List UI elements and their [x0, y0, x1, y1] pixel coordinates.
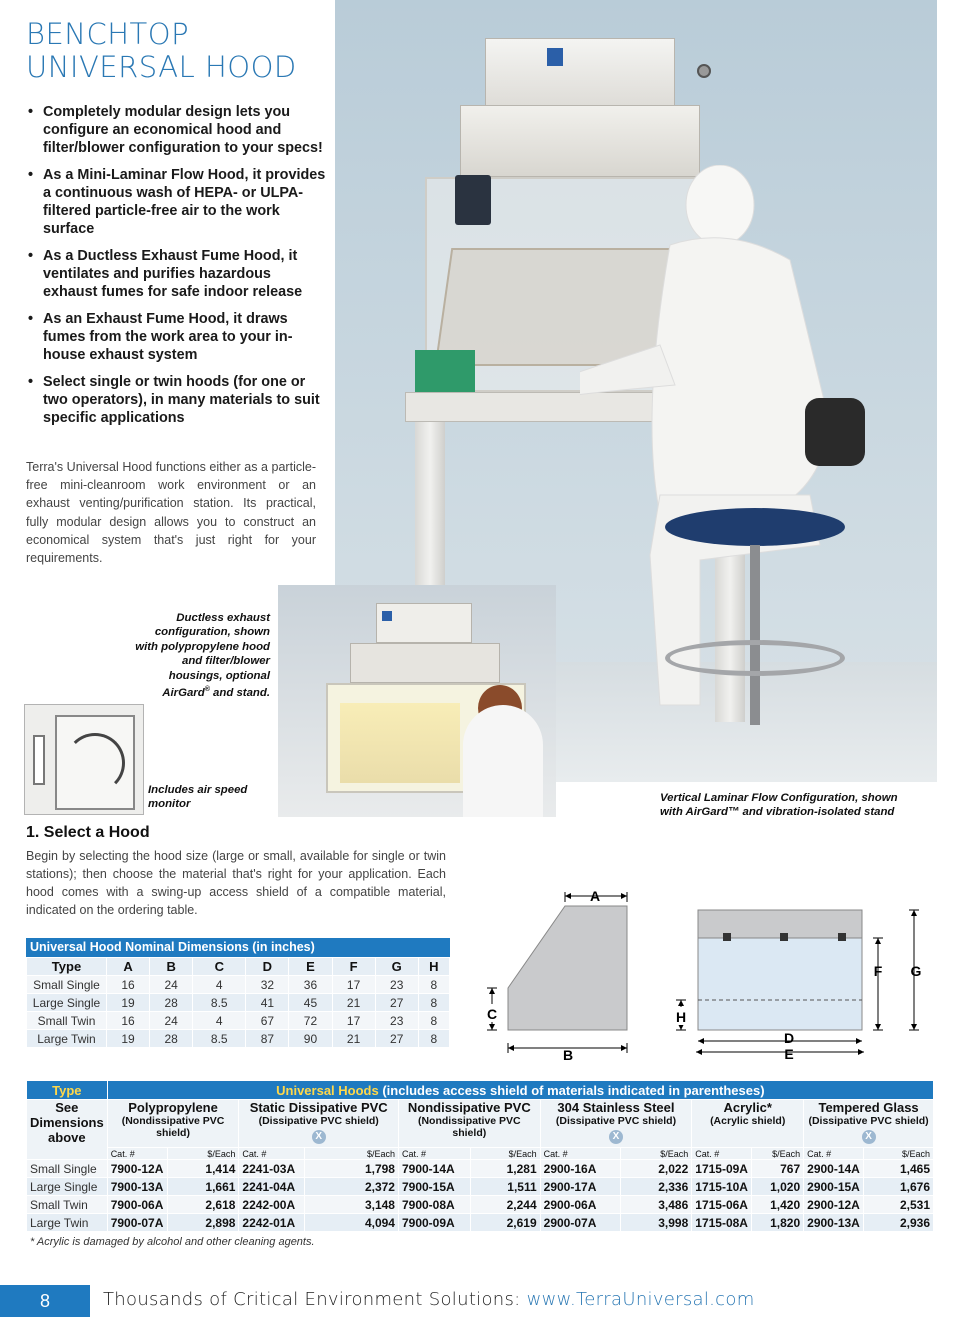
- feature-list: [26, 103, 326, 436]
- table-cell: 4: [193, 1012, 246, 1030]
- col-header: G: [375, 958, 418, 976]
- cat-number: 2242-00A: [239, 1196, 305, 1214]
- material-stainless-steel: [540, 1100, 692, 1148]
- price-label: $/Each: [470, 1148, 540, 1160]
- cat-number: 2900-13A: [804, 1214, 864, 1232]
- dimensions-table-caption: Universal Hood Nominal Dimensions (in inches): [26, 938, 450, 957]
- table-cell: 17: [332, 1012, 375, 1030]
- cat-number: 7900-08A: [398, 1196, 470, 1214]
- table-cell: 32: [246, 976, 289, 994]
- ordering-title-row: [27, 1081, 934, 1100]
- cat-number: 2242-01A: [239, 1214, 305, 1232]
- cat-price-header-row: [27, 1148, 934, 1160]
- light-fixture-icon: [838, 933, 846, 941]
- table-row: [27, 994, 450, 1012]
- feature-item: • As a Mini-Laminar Flow Hood, it provides a continuous wash of HEPA- or ULPA-filtered particle-free air to the work surface: [26, 166, 326, 238]
- section-heading: 1. Select a Hood: [26, 824, 150, 841]
- col-header: Type: [27, 958, 107, 976]
- table-cell: 19: [107, 994, 150, 1012]
- blower-housing: [485, 38, 675, 108]
- dim-label-f: F: [873, 963, 883, 979]
- dim-label-c: C: [486, 1006, 498, 1022]
- price: 1,281: [470, 1160, 540, 1178]
- cat-number: 2900-12A: [804, 1196, 864, 1214]
- side-profile-diagram: [475, 880, 645, 1065]
- cat-number: 2900-15A: [804, 1178, 864, 1196]
- table-row: [27, 1030, 450, 1048]
- cat-label: Cat. #: [107, 1148, 167, 1160]
- table-row: [27, 1160, 934, 1178]
- table-cell: Small Twin: [27, 1012, 107, 1030]
- dimensions-table: [26, 938, 450, 1048]
- stool-seat: [665, 508, 845, 546]
- table-cell: 21: [332, 994, 375, 1012]
- row-type: Large Twin: [27, 1214, 108, 1232]
- table-cell: 36: [289, 976, 332, 994]
- col-header: H: [418, 958, 449, 976]
- col-header: E: [289, 958, 332, 976]
- material-acrylic: [692, 1100, 804, 1148]
- material-header-row: [27, 1100, 934, 1148]
- monitor-slot: [33, 735, 45, 785]
- operator-figure: [463, 705, 543, 817]
- table-row: [27, 1012, 450, 1030]
- table-row: [27, 1178, 934, 1196]
- table-cell: 28: [150, 1030, 193, 1048]
- light-fixture-icon: [723, 933, 731, 941]
- table-cell: 8: [418, 1012, 449, 1030]
- control-knob-icon: [697, 64, 711, 78]
- price-label: $/Each: [752, 1148, 804, 1160]
- cat-number: 2900-14A: [804, 1160, 864, 1178]
- cat-number: 7900-13A: [107, 1178, 167, 1196]
- esd-symbol-icon: X: [609, 1130, 623, 1144]
- stool-footring: [665, 640, 845, 676]
- page-number: 8: [0, 1285, 90, 1317]
- material-shield: (Dissipative PVC shield): [808, 1115, 929, 1127]
- col-header: A: [107, 958, 150, 976]
- col-header: B: [150, 958, 193, 976]
- table-row: [27, 976, 450, 994]
- cat-number: 2900-17A: [540, 1178, 620, 1196]
- front-opening-shape: [698, 938, 862, 1030]
- price: 3,998: [620, 1214, 692, 1232]
- price: 1,676: [864, 1178, 934, 1196]
- material-static-dissipative-pvc: [239, 1100, 399, 1148]
- caption-ductless: [130, 611, 270, 700]
- row-type: Small Twin: [27, 1196, 108, 1214]
- row-type: Small Single: [27, 1160, 108, 1178]
- table-cell: 72: [289, 1012, 332, 1030]
- table-cell: 16: [107, 976, 150, 994]
- price: 2,531: [864, 1196, 934, 1214]
- dim-label-g: G: [910, 963, 922, 979]
- light-fixture-icon: [780, 933, 788, 941]
- table-cell: 24: [150, 976, 193, 994]
- table-cell: 17: [332, 976, 375, 994]
- universal-hoods-header: [107, 1081, 933, 1100]
- blower-housing: [376, 603, 472, 643]
- table-cell: Large Twin: [27, 1030, 107, 1048]
- feature-item: • Select single or twin hoods (for one or two operators), in many materials to suit specific applications: [26, 373, 326, 427]
- price: 1,420: [752, 1196, 804, 1214]
- stool-post: [750, 545, 760, 725]
- table-cell: 23: [375, 976, 418, 994]
- brand-logo-icon: [382, 611, 392, 621]
- hood-interior: [340, 703, 460, 783]
- price: 1,414: [167, 1160, 239, 1178]
- caption-vertical: Vertical Laminar Flow Configuration, shown with AirGard™ and vibration-isolated stand: [660, 792, 898, 819]
- price: 2,898: [167, 1214, 239, 1232]
- table-cell: 8: [418, 994, 449, 1012]
- dim-label-b: B: [562, 1047, 574, 1063]
- cat-number: 7900-06A: [107, 1196, 167, 1214]
- front-view-diagram: [666, 900, 936, 1065]
- table-cell: 4: [193, 976, 246, 994]
- feature-item: • Completely modular design lets you configure an economical hood and filter/blower configuration to your specs!: [26, 103, 326, 157]
- esd-symbol-icon: X: [862, 1130, 876, 1144]
- page-title: [26, 18, 297, 84]
- cat-number: 1715-08A: [692, 1214, 752, 1232]
- cat-label: Cat. #: [804, 1148, 864, 1160]
- price: 2,244: [470, 1196, 540, 1214]
- table-cell: 21: [332, 1030, 375, 1048]
- price: 2,618: [167, 1196, 239, 1214]
- title-line-1: BENCHTOP: [26, 17, 190, 51]
- price-label: $/Each: [864, 1148, 934, 1160]
- gauge-icon: [65, 733, 125, 793]
- feature-item: • As an Exhaust Fume Hood, it draws fumes from the work area to your in-house exhaust system: [26, 310, 326, 364]
- table-cell: 8: [418, 1030, 449, 1048]
- price-label: $/Each: [305, 1148, 399, 1160]
- price: 767: [752, 1160, 804, 1178]
- price-label: $/Each: [620, 1148, 692, 1160]
- see-dimensions-note: See Dimensions above: [27, 1100, 108, 1160]
- dim-label-e: E: [784, 1046, 794, 1062]
- table-cell: 41: [246, 994, 289, 1012]
- cat-number: 2241-04A: [239, 1178, 305, 1196]
- material-shield: (Nondissipative PVC shield): [121, 1115, 225, 1139]
- feature-item: • As a Ductless Exhaust Fume Hood, it ventilates and purifies hazardous exhaust fumes for safe indoor release: [26, 247, 326, 301]
- caption-monitor: Includes air speed monitor: [148, 784, 248, 811]
- price: 2,372: [305, 1178, 399, 1196]
- cat-number: 2241-03A: [239, 1160, 305, 1178]
- row-type: Large Single: [27, 1178, 108, 1196]
- cat-label: Cat. #: [239, 1148, 305, 1160]
- side-profile-shape: [508, 906, 627, 1030]
- green-tray: [415, 350, 475, 392]
- intro-paragraph: Terra's Universal Hood functions either as a particle-free mini-cleanroom work environment or an exhaust venting/purification station. Its practical, fully modular design allows you to construct an economical system that's just right for your requirements.: [26, 460, 316, 566]
- price: 1,798: [305, 1160, 399, 1178]
- price: 3,486: [620, 1196, 692, 1214]
- caption-ductless-text: Ductless exhaust configuration, shown with polypropylene hood and filter/blower housings, optional AirGard: [135, 612, 270, 699]
- dim-label-h: H: [675, 1009, 687, 1025]
- brand-logo-icon: [547, 48, 563, 66]
- price: 1,820: [752, 1214, 804, 1232]
- title-line-2: UNIVERSAL HOOD: [26, 50, 297, 84]
- airgard-controller: [455, 175, 491, 225]
- section-body: Begin by selecting the hood size (large or small, available for single or twin stations); then choose the material that's right for your application. Each hood comes with a swing-up access shield of a compatible material, indicated on the ordering table.: [26, 849, 446, 917]
- table-cell: 87: [246, 1030, 289, 1048]
- table-cell: 24: [150, 1012, 193, 1030]
- dim-label-d: D: [783, 1030, 795, 1046]
- cat-label: Cat. #: [692, 1148, 752, 1160]
- table-cell: 28: [150, 994, 193, 1012]
- registered-mark: ®: [204, 686, 210, 694]
- table-cell: 90: [289, 1030, 332, 1048]
- material-name: Polypropylene: [128, 1100, 218, 1115]
- cat-number: 2900-07A: [540, 1214, 620, 1232]
- table-cell: 45: [289, 994, 332, 1012]
- table-row: [27, 1214, 934, 1232]
- table-cell: Small Single: [27, 976, 107, 994]
- dim-label-a: A: [589, 888, 601, 904]
- esd-symbol-icon: X: [312, 1130, 326, 1144]
- table-cell: Large Single: [27, 994, 107, 1012]
- footer-tagline: [103, 1289, 755, 1310]
- stool-backrest: [805, 398, 865, 466]
- cat-number: 2900-06A: [540, 1196, 620, 1214]
- price: 4,094: [305, 1214, 399, 1232]
- table-cell: 27: [375, 1030, 418, 1048]
- col-header: D: [246, 958, 289, 976]
- material-name: Nondissipative PVC: [407, 1100, 531, 1115]
- material-name: Tempered Glass: [818, 1100, 919, 1115]
- price: 1,511: [470, 1178, 540, 1196]
- material-tempered-glass: [804, 1100, 934, 1148]
- universal-hoods-label: Universal Hoods: [276, 1082, 379, 1098]
- cat-number: 7900-12A: [107, 1160, 167, 1178]
- material-shield: (Dissipative PVC shield): [555, 1115, 677, 1127]
- type-header: Type: [27, 1081, 108, 1100]
- material-name: Acrylic*: [723, 1100, 772, 1115]
- material-name: Static Dissipative PVC: [249, 1100, 388, 1115]
- price: 2,336: [620, 1178, 692, 1196]
- col-header: F: [332, 958, 375, 976]
- air-speed-monitor-photo: [24, 704, 144, 815]
- price: 1,020: [752, 1178, 804, 1196]
- price: 2,936: [864, 1214, 934, 1232]
- filter-housing: [350, 643, 500, 683]
- ductless-hood-photo: [278, 585, 556, 817]
- table-cell: 23: [375, 1012, 418, 1030]
- price: 2,619: [470, 1214, 540, 1232]
- cat-number: 7900-15A: [398, 1178, 470, 1196]
- footer-tagline-text: Thousands of Critical Environment Solutions:: [103, 1289, 527, 1310]
- price: 3,148: [305, 1196, 399, 1214]
- universal-hoods-note: (includes access shield of materials indicated in parentheses): [378, 1082, 765, 1098]
- price: 1,465: [864, 1160, 934, 1178]
- material-polypropylene: [107, 1100, 239, 1148]
- footer-url-link[interactable]: www.TerraUniversal.com: [526, 1289, 755, 1310]
- ordering-table: [26, 1080, 934, 1232]
- cat-number: 2900-16A: [540, 1160, 620, 1178]
- table-cell: 16: [107, 1012, 150, 1030]
- price: 1,661: [167, 1178, 239, 1196]
- table-cell: 67: [246, 1012, 289, 1030]
- material-name: 304 Stainless Steel: [557, 1100, 675, 1115]
- cat-number: 1715-09A: [692, 1160, 752, 1178]
- table-cell: 27: [375, 994, 418, 1012]
- material-shield: (Acrylic shield): [710, 1115, 786, 1127]
- col-header: C: [193, 958, 246, 976]
- dimensions-header-row: [27, 958, 450, 976]
- table-cell: 8.5: [193, 1030, 246, 1048]
- cat-number: 1715-06A: [692, 1196, 752, 1214]
- price-label: $/Each: [167, 1148, 239, 1160]
- table-cell: 8.5: [193, 994, 246, 1012]
- price: 2,022: [620, 1160, 692, 1178]
- caption-ductless-end: and stand.: [209, 686, 270, 699]
- cat-label: Cat. #: [398, 1148, 470, 1160]
- table-row: [27, 1196, 934, 1214]
- table-cell: 19: [107, 1030, 150, 1048]
- cat-label: Cat. #: [540, 1148, 620, 1160]
- cat-number: 1715-10A: [692, 1178, 752, 1196]
- material-nondissipative-pvc: [398, 1100, 540, 1148]
- table-cell: 8: [418, 976, 449, 994]
- cat-number: 7900-07A: [107, 1214, 167, 1232]
- cat-number: 7900-09A: [398, 1214, 470, 1232]
- cat-number: 7900-14A: [398, 1160, 470, 1178]
- footnote: * Acrylic is damaged by alcohol and other cleaning agents.: [30, 1236, 315, 1248]
- material-shield: (Dissipative PVC shield): [258, 1115, 379, 1127]
- material-shield: (Nondissipative PVC shield): [417, 1115, 521, 1139]
